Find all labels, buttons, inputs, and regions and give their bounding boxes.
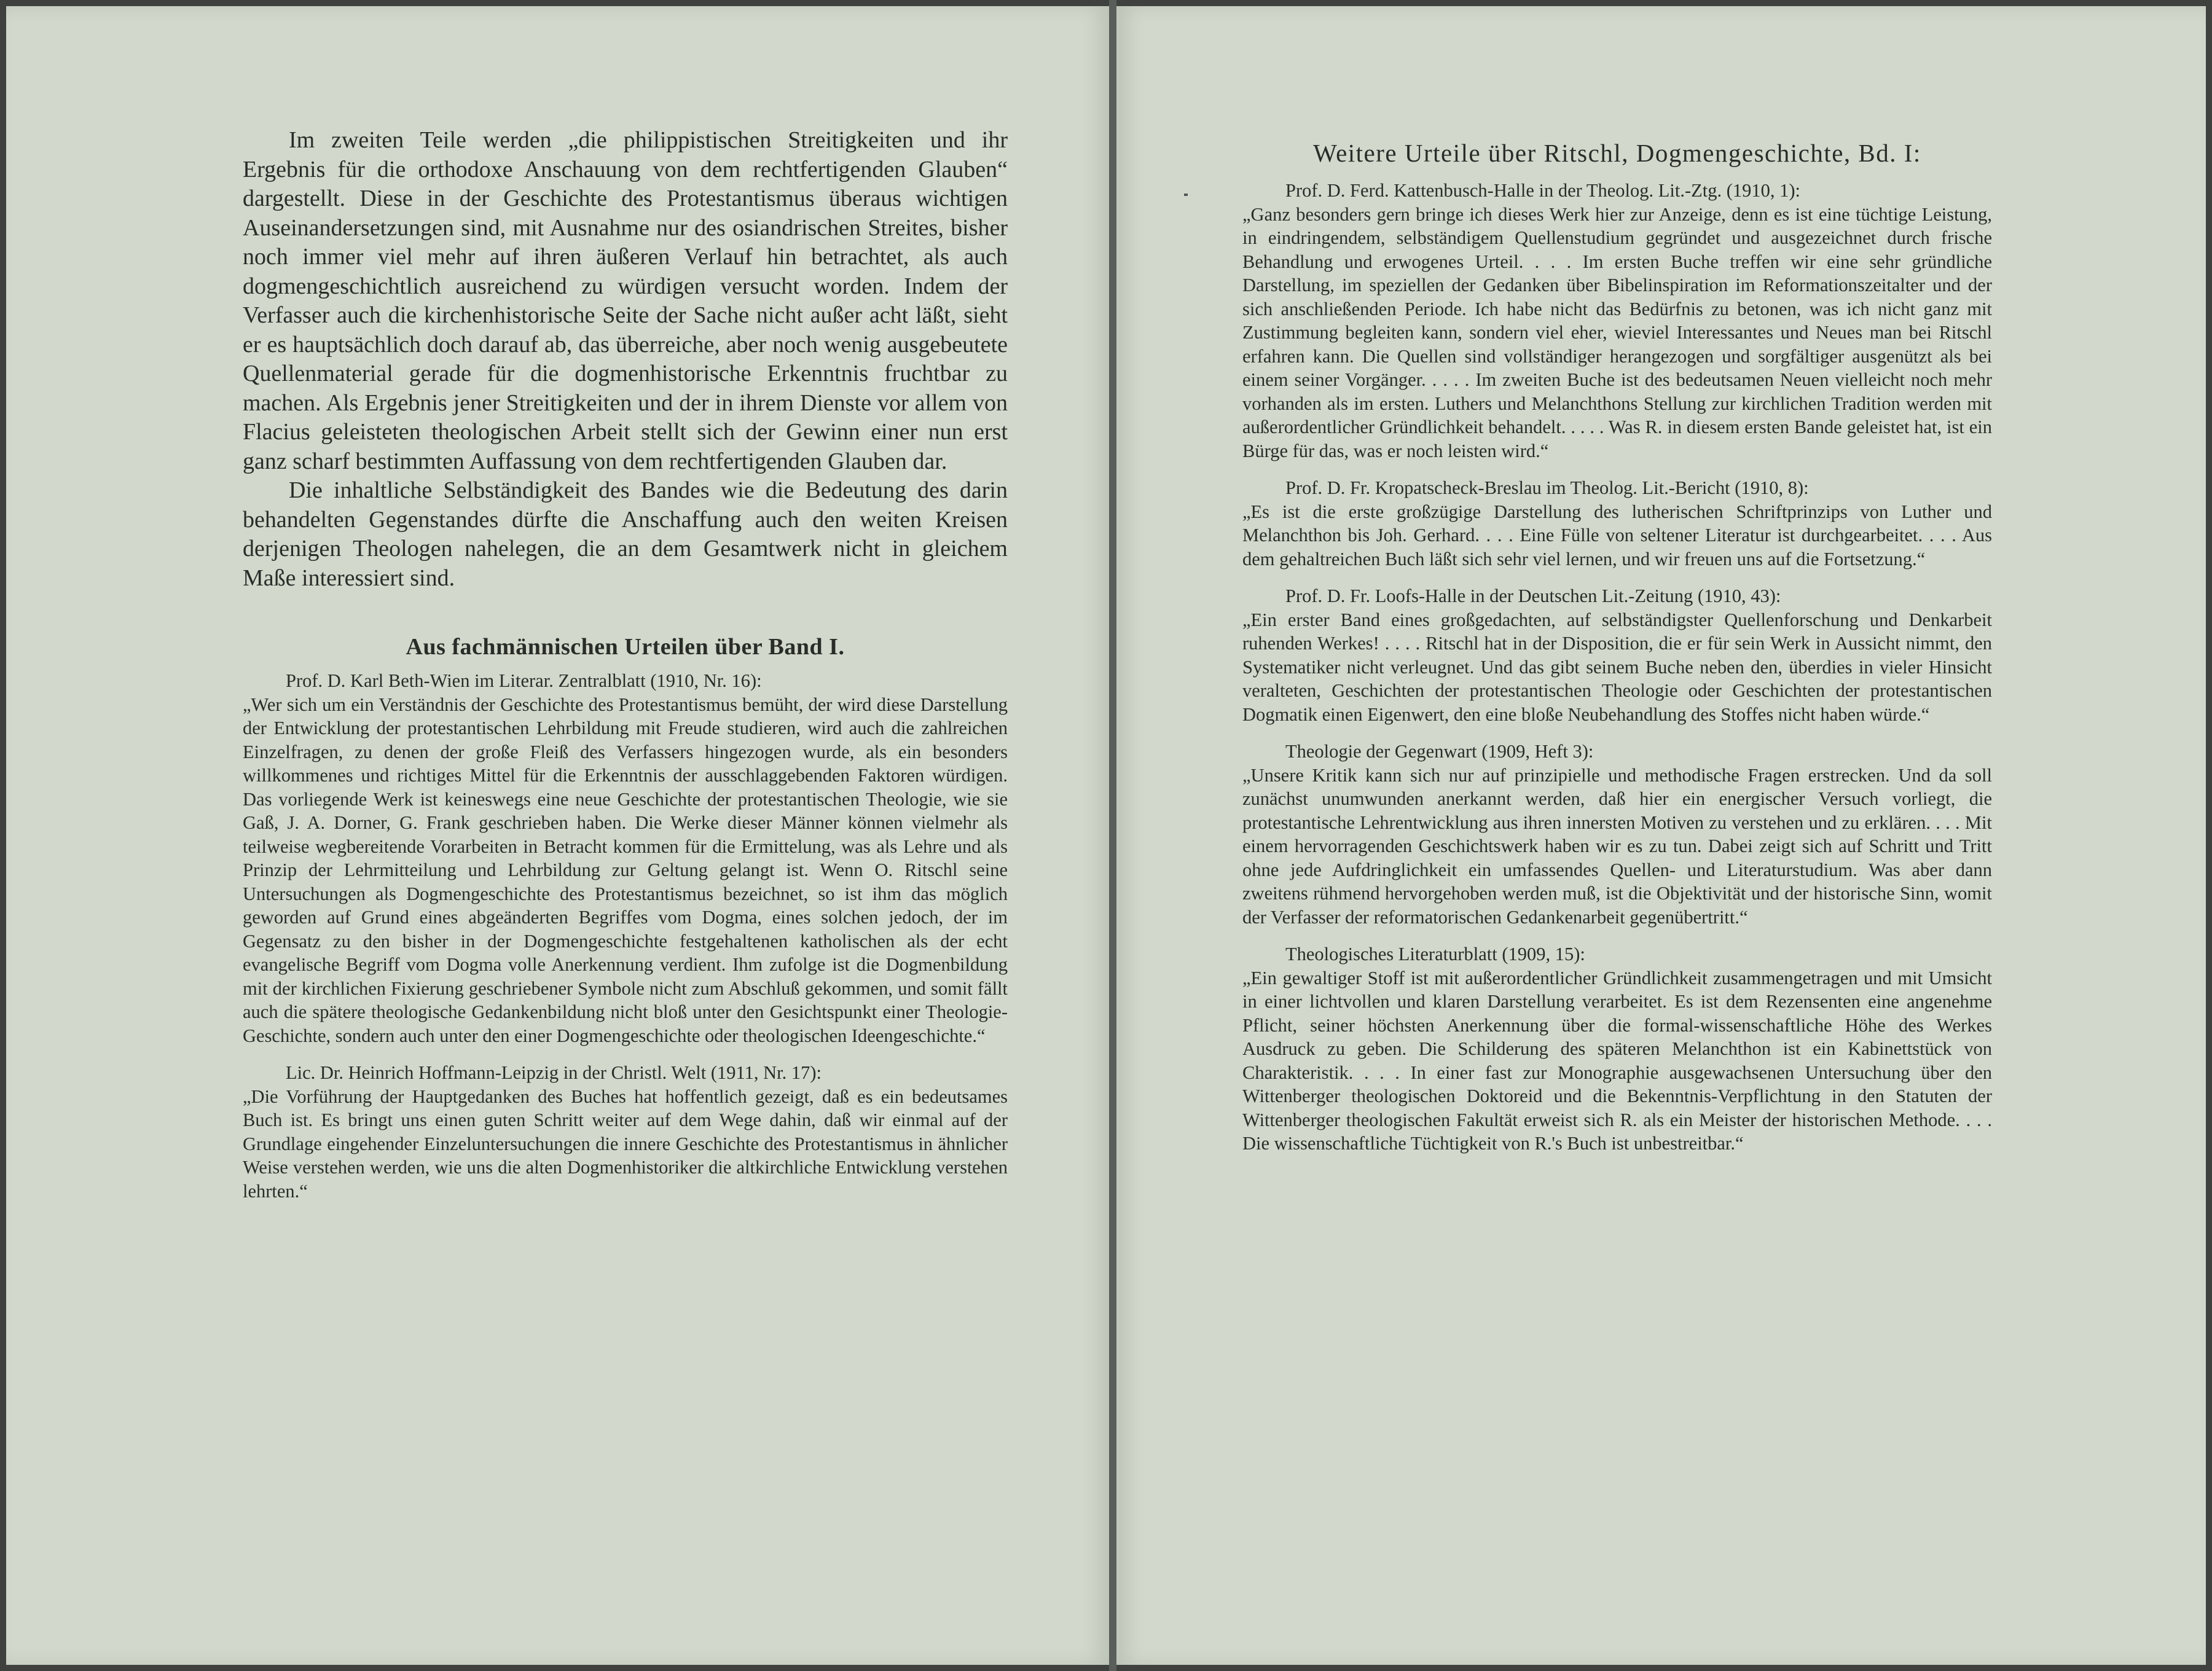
right-page [1116, 6, 2206, 1665]
review-kropatscheck [1242, 476, 1992, 571]
review-source: Prof. D. Fr. Kropatscheck-Breslau im Theolog. Lit.-Bericht (1910, 8): [1285, 477, 1809, 498]
review-source: Theologisches Literaturblatt (1909, 15): [1285, 944, 1585, 965]
book-gutter [1109, 0, 1116, 1671]
section-heading-further-reviews: Weitere Urteile über Ritschl, Dogmengeschichte, Bd. I: [1313, 139, 1921, 167]
review-kattenbusch [1242, 179, 1992, 463]
review-quote: „Wer sich um ein Verständnis der Geschichte des Protestantismus bemüht, der wird diese Darstellung der Entwicklung der protestantischen Lehrbildung mit Freude studieren, wird auch die zahlreichen Einzelfragen, zu denen der große Fleiß des Verfassers hingezogen wurde, als ein besonders willkommenes und richtiges Mittel für die Erkenntnis der ausschlaggebenden Faktoren würdigen. Das vorliegende Werk ist keineswegs eine neue Geschichte der protestantischen Theologie, wie sie Gaß, J. A. Dorner, G. Frank geschrieben haben. Die Werke dieser Männer können vielmehr als teilweise wegbereitende Vorarbeiten in Betracht kommen für die Ermittelung, was als Lehre und als Prinzip der Lehrmitteilung und Lehrbildung zur Geltung gelangt ist. Wenn O. Ritschl seine Untersuchungen als Dogmengeschichte des Protestantismus bezeichnet, so ist ihm das möglich geworden auf Grund eines abgeänderten Begriffes vom Dogma, eines solchen jedoch, der im Gegensatz zu den bisher in der Dogmengeschichte festgehaltenen katholischen als der echt evangelische Begriff vom Dogma volle Anerkennung verdient. Ihm zufolge ist die Dogmenbildung mit der kirchlichen Fixierung geschriebener Symbole nicht zum Abschluß gekommen, und somit fällt auch die spätere theologische Gedankenbildung nicht bloß unter den Gesichtspunkt einer Theologie-Geschichte, sondern auch unter den einer Dogmengeschichte oder theologischen Ideengeschichte.“ [243, 694, 1008, 1046]
review-quote: „Ein erster Band eines großgedachten, auf selbständigster Quellenforschung und Denkarbeit ruhenden Werkes! . . . . Ritschl hat in der Disposition, die er für sein Werk in Aussicht nimmt, den Systematiker nicht verleugnet. Und das gibt seinem Buche neben den, überdies in vieler Hinsicht veralteten, Geschichten der protestantischen Theologie oder Geschichten der protestantischen Dogmatik einen Eigenwert, den eine bloße Neubehandlung des Stoffes nicht haben würde.“ [1242, 609, 1992, 725]
left-page [6, 6, 1109, 1665]
page-speck [1184, 194, 1188, 196]
review-beth [243, 669, 1008, 1047]
review-source: Lic. Dr. Heinrich Hoffmann-Leipzig in der Christl. Welt (1911, Nr. 17): [286, 1062, 822, 1083]
section-heading-band-1: Aus fachmännischen Urteilen über Band I. [406, 634, 845, 660]
review-quote: „Unsere Kritik kann sich nur auf prinzipielle und methodische Fragen erstrecken. Und da soll zunächst unumwunden anerkannt werden, daß hier ein energischer Versuch vorliegt, die protestantische Lehrentwicklung aus ihren innersten Motiven zu verstehen und zu erklären. . . . Mit einem hervorragenden Geschichtswerk haben wir es zu tun. Dabei zeigt sich auf Schritt und Tritt ohne jede Aufdringlichkeit ein umfassendes Quellen- und Literaturstudium. Was aber dann zweitens rühmend hervorgehoben werden muß, ist die Objektivität und der historische Sinn, womit der Verfasser der reformatorischen Gedankenarbeit gegenübertritt.“ [1242, 764, 1992, 928]
intro-paragraph-1: Im zweiten Teile werden „die philippistischen Streitigkeiten und ihr Ergebnis für die orthodoxe Anschauung von dem rechtfertigenden Glauben“ dargestellt. Diese in der Geschichte des Protestantismus überaus wichtigen Auseinandersetzungen sind, mit Ausnahme nur des osiandrischen Streites, bisher noch immer viel mehr auf ihren äußeren Verlauf hin betrachtet, als auch dogmengeschichtlich ausreichend zu würdigen versucht worden. Indem der Verfasser auch die kirchenhistorische Seite der Sache nicht außer acht läßt, sieht er es hauptsächlich doch darauf ab, das überreiche, aber noch wenig ausgebeutete Quellenmaterial gerade für die dogmenhistorische Erkenntnis fruchtbar zu machen. Als Ergebnis jener Streitigkeiten und der in ihrem Dienste vor allem von Flacius geleisteten theologischen Arbeit stellt sich der Gewinn einer nun erst ganz scharf bestimmten Auffassung von dem rechtfertigenden Glauben dar. [243, 127, 1008, 474]
review-loofs [1242, 584, 1992, 726]
review-quote: „Es ist die erste großzügige Darstellung des lutherischen Schriftprinzips von Luther und Melanchthon bis Joh. Gerhard. . . . Eine Fülle von seltener Literatur ist durchgearbeitet. . . . Aus dem gehaltreichen Buch läßt sich sehr viel lernen, und wir freuen uns auf die Fortsetzung.“ [1242, 501, 1992, 569]
intro-paragraph-2: Die inhaltliche Selbständigkeit des Bandes wie die Bedeutung des darin behandelten Gegenstandes dürfte die Anschaffung auch den weiten Kreisen derjenigen Theologen nahelegen, die an dem Gesamtwerk nicht in gleichem Maße interessiert sind. [243, 477, 1008, 591]
review-source: Prof. D. Karl Beth-Wien im Literar. Zentralblatt (1910, Nr. 16): [286, 670, 762, 691]
left-column [243, 126, 1008, 1216]
review-quote: „Ein gewaltiger Stoff ist mit außerordentlicher Gründlichkeit zusammengetragen und mit Umsicht in einer lichtvollen und klaren Darstellung verarbeitet. Es ist dem Rezensenten eine angenehme Pflicht, seiner höchsten Anerkennung über die formal-wissenschaftliche Höhe des Werkes Ausdruck zu geben. Die Schilderung des späteren Melanchthon ist ein Kabinettstück von Charakteristik. . . . In einer fast zur Monographie ausgewachsenen Untersuchung über den Wittenberger theologischen Doktoreid und die Bekenntnis-Verpflichtung in den Statuten der Wittenberger theologischen Fakultät erweist sich R. als ein Meister der historischen Methode. . . . Die wissenschaftliche Tüchtigkeit von R.'s Buch ist unbestreitbar.“ [1242, 967, 1992, 1154]
right-column [1242, 138, 1992, 1169]
review-source: Prof. D. Ferd. Kattenbusch-Halle in der Theolog. Lit.-Ztg. (1910, 1): [1285, 180, 1801, 201]
review-source: Prof. D. Fr. Loofs-Halle in der Deutschen Lit.-Zeitung (1910, 43): [1285, 585, 1781, 606]
review-quote: „Ganz besonders gern bringe ich dieses Werk hier zur Anzeige, denn es ist eine tüchtige Leistung, in eindringendem, selbständigem Quellenstudium gegründet und ausgezeichnet durch frische Behandlung und erwogenes Urteil. . . . Im ersten Buche treffen wir eine sehr gründliche Darstellung, im speziellen der Gedanken über Bibelinspiration im Reformationszeitalter und der sich anschließenden Periode. Ich habe nicht das Bedürfnis zu betonen, was ich nicht ganz mit Zustimmung begleiten kann, sondern viel eher, wieviel Interessantes und Neues man bei Ritschl erfahren kann. Die Quellen sind vollständiger herangezogen und sorgfältiger ausgenützt als bei einem seiner Vorgänger. . . . . Im zweiten Buche ist des bedeutsamen Neuen vielleicht noch mehr vorhanden als im ersten. Luthers und Melanchthons Stellung zur kirchlichen Tradition werden mit außerordentlicher Gründlichkeit behandelt. . . . . Was R. in diesem ersten Bande geleistet hat, ist ein Bürge für das, was er noch leisten wird.“ [1242, 203, 1992, 461]
review-quote: „Die Vorführung der Hauptgedanken des Buches hat hoffentlich gezeigt, daß es ein bedeutsames Buch ist. Es bringt uns einen guten Schritt weiter auf dem Wege dahin, daß wir einmal auf der Grundlage eingehender Einzeluntersuchungen die innere Geschichte des Protestantismus in ähnlicher Weise verstehen werden, wie uns die alten Dogmenhistoriker die altkirchliche Entwicklung verstehen lehrten.“ [243, 1086, 1008, 1202]
review-literaturblatt [1242, 942, 1992, 1156]
review-theologie-der-gegenwart [1242, 740, 1992, 929]
review-hoffmann [243, 1061, 1008, 1203]
review-source: Theologie der Gegenwart (1909, Heft 3): [1285, 741, 1594, 762]
intro-text [243, 126, 1008, 593]
